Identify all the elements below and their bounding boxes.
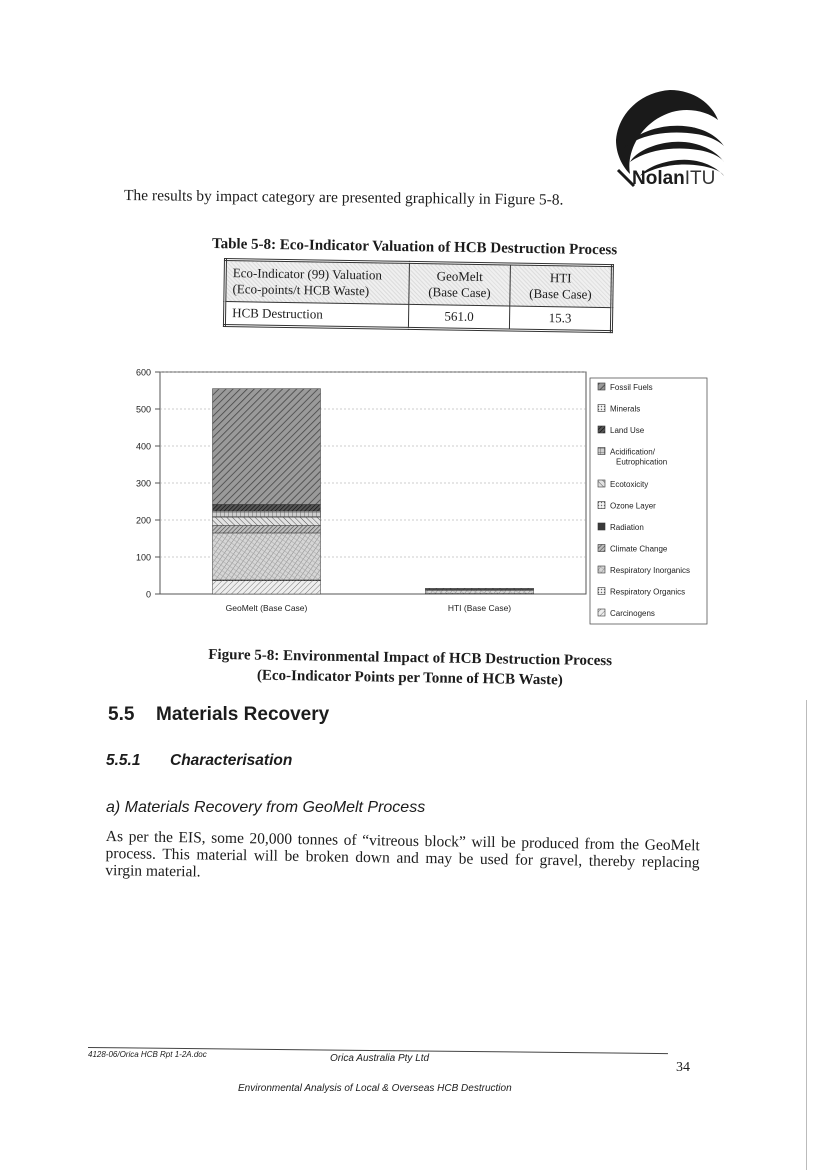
legend-swatch: [598, 545, 605, 552]
y-tick-label: 600: [135, 367, 151, 378]
x-category-label: HTI (Base Case): [447, 603, 512, 613]
figure-caption: [200, 645, 621, 692]
table-row: [224, 302, 611, 332]
bar-segment: [213, 389, 321, 505]
y-axis-tick-labels: [136, 368, 160, 600]
y-tick-label: 200: [135, 515, 151, 526]
legend-swatch: [598, 383, 605, 390]
table-header-cell: HTI (Base Case): [510, 264, 613, 308]
bar-segment: [213, 526, 321, 533]
valuation-table: [223, 258, 614, 333]
subsection-heading: [106, 752, 292, 770]
legend-swatch: [598, 405, 605, 412]
y-tick-label: 100: [135, 552, 151, 563]
subsection-title: Characterisation: [170, 752, 293, 769]
legend-label: Land Use: [610, 426, 645, 435]
table-header-row: [225, 260, 613, 308]
figure-caption-line-1: Figure 5-8: Environmental Impact of HCB Destruction Process: [208, 646, 613, 670]
legend-swatch: [598, 502, 605, 509]
y-tick-label: 0: [145, 589, 151, 600]
table-header-cell: Eco-Indicator (99) Valuation (Eco-points/t HCB Waste): [225, 260, 410, 305]
section-heading: [108, 704, 329, 726]
table-header-cell: GeoMelt (Base Case): [409, 262, 511, 306]
legend-label: Carcinogens: [610, 609, 655, 618]
y-tick-label: 300: [135, 478, 151, 489]
section-number: 5.5: [108, 704, 135, 725]
nolan-itu-logo: [600, 82, 730, 192]
legend-label: Radiation: [610, 523, 644, 532]
bar-segment: [213, 580, 321, 594]
bar-segment: [213, 517, 321, 526]
legend-swatch: [598, 523, 605, 530]
legend-label: Respiratory Organics: [610, 587, 686, 597]
figure-caption-line-2: (Eco-Indicator Points per Tonne of HCB Waste): [256, 667, 563, 689]
legend-swatch: [598, 448, 605, 455]
legend-label: Fossil Fuels: [610, 383, 653, 392]
legend-swatch: [598, 566, 605, 573]
legend-label: Ecotoxicity: [610, 480, 649, 489]
legend-swatch: [598, 480, 605, 487]
page-number: 34: [676, 1060, 690, 1075]
legend-swatch: [598, 426, 605, 433]
impact-stacked-bar-chart: [120, 360, 720, 640]
legend-label: Ozone Layer: [610, 501, 656, 511]
y-tick-label: 400: [135, 441, 151, 452]
legend-label: Minerals: [610, 404, 641, 414]
legend-label: Climate Change: [610, 544, 668, 554]
footer-report-title: Environmental Analysis of Local & Overseas HCB Destruction: [238, 1083, 512, 1094]
body-paragraph: As per the EIS, some 20,000 tonnes of “vitreous block” will be produced from the GeoMelt process. This material will be broken down and may be used for gravel, thereby replacing virgin material.: [105, 828, 700, 881]
logo-text-itu: ITU: [684, 168, 716, 189]
bar-segment: [426, 588, 534, 589]
intro-paragraph: The results by impact category are presented graphically in Figure 5-8.: [123, 187, 564, 209]
subheading-geomelt: a) Materials Recovery from GeoMelt Process: [106, 799, 426, 816]
table-cell: 15.3: [509, 306, 611, 332]
footer-filename: 4128-06/Orica HCB Rpt 1-2A.doc: [88, 1050, 207, 1059]
y-tick-label: 500: [135, 404, 151, 415]
table-caption: Table 5-8: Eco-Indicator Valuation of HCB Destruction Process: [211, 236, 618, 259]
bar-segment: [213, 511, 321, 517]
legend-label: Acidification/ Eutrophication: [610, 447, 668, 467]
legend-swatch: [598, 609, 605, 616]
page-edge-line: [806, 700, 807, 1170]
footer-company: Orica Australia Pty Ltd: [330, 1053, 430, 1064]
subsection-number: 5.5.1: [106, 752, 141, 769]
bar-segment: [213, 504, 321, 511]
logo-text-nolan: Nolan: [632, 168, 685, 189]
x-category-label: GeoMelt (Base Case): [225, 603, 308, 613]
legend-label: Respiratory Inorganics: [610, 566, 691, 575]
legend-swatch: [598, 588, 605, 595]
bar-segment: [213, 533, 321, 580]
chart-legend: [590, 378, 707, 624]
bar-segment: [426, 590, 534, 593]
section-title: Materials Recovery: [156, 704, 330, 725]
x-axis-category-labels: [226, 603, 512, 613]
table-cell: HCB Destruction: [224, 302, 408, 329]
table-cell: 561.0: [408, 304, 509, 330]
